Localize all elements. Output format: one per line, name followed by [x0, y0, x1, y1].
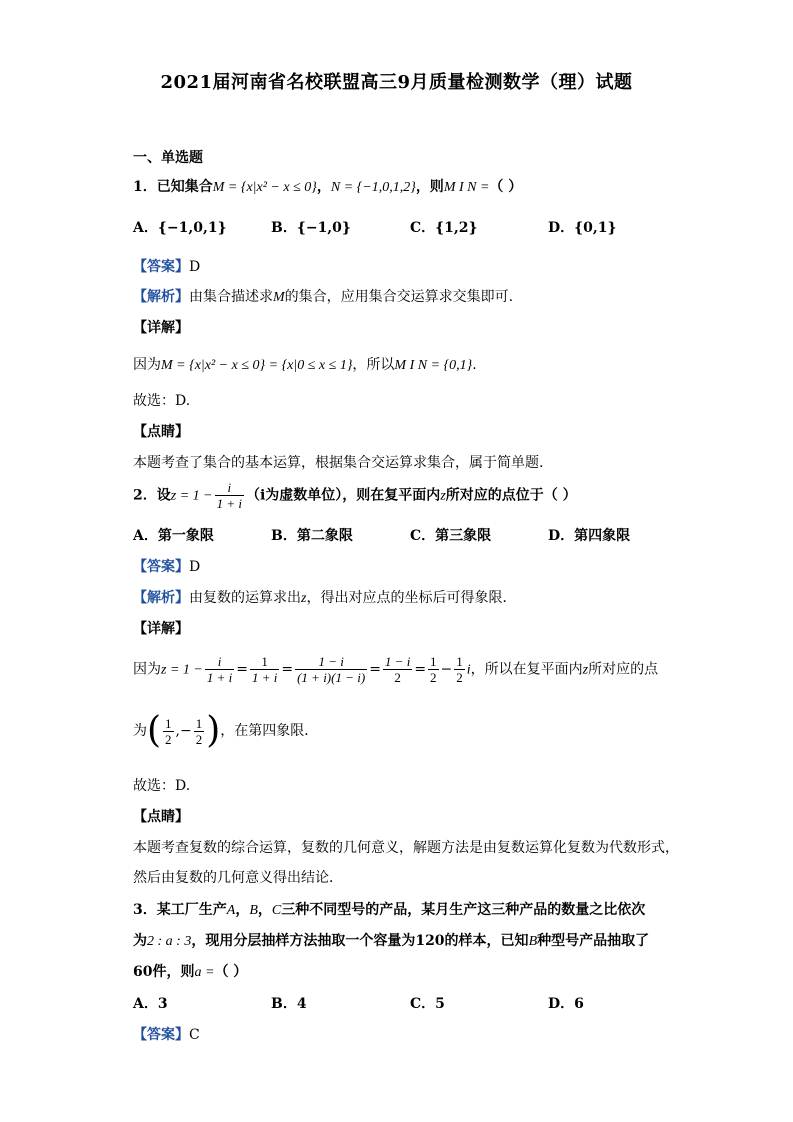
- q1-comment-heading: 【点睛】: [133, 424, 189, 440]
- q1-detail: 因为M = {x|x² − x ≤ 0} = {x|0 ≤ x ≤ 1}，所以M I N = {0,1}.: [133, 357, 477, 373]
- q2-answer: 【答案】D: [133, 559, 201, 575]
- q1-option-a: A．{−1,0,1}: [133, 220, 227, 236]
- q2-stem: 2．设z = 1 − $\frac{i}{1 + i}$ （i为虚数单位），则在复平面内z所对应的点位于（ ）: [133, 480, 577, 511]
- section-heading: 一、单选题: [133, 150, 203, 166]
- q3-answer: 【答案】C: [133, 1027, 200, 1043]
- q1-choose: 故选：D.: [133, 393, 191, 409]
- q3-stem-line2: 为2 : a : 3，现用分层抽样方法抽取一个容量为120的样本，已知B种型号产品抽取了: [133, 933, 650, 949]
- q1-set-n: N = {−1,0,1,2}: [330, 180, 416, 195]
- q2-fraction: $\frac{i}{1 + i}$: [216, 480, 242, 511]
- q1-analysis: 【解析】由集合描述求M的集合，应用集合交运算求交集即可.: [133, 289, 514, 305]
- q2-comment-line2: 然后由复数的几何意义得出结论．: [133, 870, 343, 886]
- q3-stem-line3: 60件，则a =（ ）: [133, 964, 248, 980]
- q1-answer: 【答案】D: [133, 259, 201, 275]
- q2-option-b: B．第二象限: [271, 528, 353, 544]
- q2-detail-point: 为( $\frac{1}{2}$ ,− $\frac{1}{2}$ )，在第四象限．: [133, 710, 319, 751]
- q1-stem: 1．已知集合M = {x|x² − x ≤ 0}，N = {−1,0,1,2}，则M I N =（ ）: [133, 179, 523, 195]
- q2-option-a: A．第一象限: [133, 528, 214, 544]
- q3-option-a: A．3: [133, 996, 168, 1012]
- q3-stem-line1: 3．某工厂生产A，B，C三种不同型号的产品，某月生产这三种产品的数量之比依次: [133, 902, 646, 918]
- q2-detail-heading: 【详解】: [133, 621, 189, 637]
- q2-comment-heading: 【点睛】: [133, 809, 189, 825]
- q1-set-m: M = {x|x² − x ≤ 0}: [212, 180, 317, 195]
- q2-option-c: C．第三象限: [410, 528, 492, 544]
- q1-expression: M I N =: [443, 180, 490, 195]
- q1-option-c: C．{1,2}: [410, 220, 478, 236]
- q1-option-b: B．{−1,0}: [271, 220, 351, 236]
- q2-detail-equation: 因为z = 1 − $\frac{i}{1 + i}$ = $\frac{1}{1 + i}$ = $\frac{1 - i}{(1 + i)(1 - i)}$ = $\frac{1 - i}{2}$ = $\frac{1}{2}$ − $\frac{1}{2}$ i，所以在复平面内z所对应的点: [133, 654, 659, 685]
- q2-choose: 故选：D.: [133, 778, 191, 794]
- q2-comment-line1: 本题考查复数的综合运算，复数的几何意义，解题方法是由复数运算化复数为代数形式，: [133, 840, 679, 856]
- page-title: 2021届河南省名校联盟高三9月质量检测数学（理）试题: [160, 72, 633, 93]
- q2-analysis: 【解析】由复数的运算求出z，得出对应点的坐标后可得象限．: [133, 590, 517, 606]
- q3-option-c: C．5: [410, 996, 445, 1012]
- q1-comment: 本题考查了集合的基本运算，根据集合交运算求集合，属于简单题.: [133, 455, 544, 471]
- q1-option-d: D．{0,1}: [548, 220, 617, 236]
- q2-option-d: D．第四象限: [548, 528, 631, 544]
- q1-detail-heading: 【详解】: [133, 320, 189, 336]
- q3-option-d: D．6: [548, 996, 584, 1012]
- q3-option-b: B．4: [271, 996, 307, 1012]
